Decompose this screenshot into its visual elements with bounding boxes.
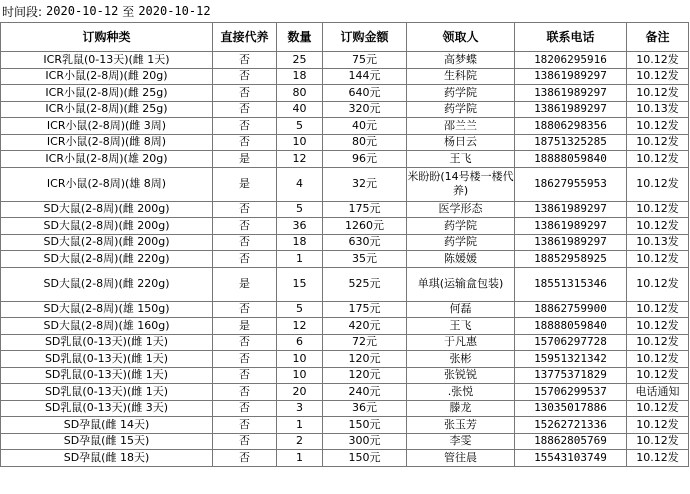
cell-item: SD乳鼠(0-13天)(雌 1天) <box>1 384 213 401</box>
table-row <box>1 351 689 368</box>
date-separator: 至 <box>122 4 135 19</box>
cell-qty: 12 <box>277 318 323 335</box>
cell-note: 10.12发 <box>627 400 689 417</box>
cell-item: SD大鼠(2-8周)(雌 200g) <box>1 234 213 251</box>
cell-phone: 18551315346 <box>515 267 627 301</box>
cell-phone: 18888059840 <box>515 318 627 335</box>
cell-item: SD孕鼠(雌 15天) <box>1 433 213 450</box>
cell-proxy: 否 <box>213 101 277 118</box>
cell-item: SD乳鼠(0-13天)(雌 3天) <box>1 400 213 417</box>
header-recipient: 领取人 <box>407 23 515 52</box>
cell-qty: 18 <box>277 234 323 251</box>
cell-proxy: 是 <box>213 318 277 335</box>
table-row <box>1 318 689 335</box>
cell-proxy: 否 <box>213 367 277 384</box>
cell-phone: 13861989297 <box>515 85 627 102</box>
cell-recipient: 药学院 <box>407 234 515 251</box>
cell-proxy: 否 <box>213 251 277 268</box>
cell-item: SD大鼠(2-8周)(雌 220g) <box>1 251 213 268</box>
table-row <box>1 267 689 301</box>
cell-phone: 18862759900 <box>515 301 627 318</box>
cell-proxy: 否 <box>213 450 277 467</box>
cell-phone: 13861989297 <box>515 101 627 118</box>
cell-item: SD大鼠(2-8周)(雌 200g) <box>1 218 213 235</box>
cell-qty: 1 <box>277 251 323 268</box>
cell-qty: 4 <box>277 167 323 201</box>
cell-item: SD孕鼠(雌 14天) <box>1 417 213 434</box>
cell-qty: 25 <box>277 52 323 69</box>
cell-phone: 13861989297 <box>515 68 627 85</box>
cell-item: ICR小鼠(2-8周)(雌 25g) <box>1 85 213 102</box>
cell-note: 10.12发 <box>627 251 689 268</box>
table-row <box>1 118 689 135</box>
cell-proxy: 是 <box>213 167 277 201</box>
table-row <box>1 101 689 118</box>
cell-amount: 420元 <box>323 318 407 335</box>
table-row <box>1 450 689 467</box>
cell-qty: 36 <box>277 218 323 235</box>
table-row <box>1 134 689 151</box>
cell-recipient: 何磊 <box>407 301 515 318</box>
cell-note: 10.12发 <box>627 433 689 450</box>
cell-note: 10.12发 <box>627 450 689 467</box>
table-row <box>1 334 689 351</box>
cell-proxy: 是 <box>213 151 277 168</box>
cell-recipient: 杨日云 <box>407 134 515 151</box>
cell-recipient: 单琪(运输盒包装) <box>407 267 515 301</box>
header-proxy: 直接代养 <box>213 23 277 52</box>
table-row <box>1 301 689 318</box>
cell-phone: 15706297728 <box>515 334 627 351</box>
cell-note: 10.12发 <box>627 301 689 318</box>
table-row <box>1 167 689 201</box>
table-row <box>1 52 689 69</box>
cell-qty: 80 <box>277 85 323 102</box>
cell-qty: 5 <box>277 118 323 135</box>
cell-proxy: 否 <box>213 201 277 218</box>
cell-qty: 10 <box>277 367 323 384</box>
cell-phone: 18888059840 <box>515 151 627 168</box>
table-row <box>1 251 689 268</box>
date-range-label: 时间段: <box>2 4 43 19</box>
header-item: 订购种类 <box>1 23 213 52</box>
cell-recipient: .张悦 <box>407 384 515 401</box>
cell-amount: 35元 <box>323 251 407 268</box>
end-date[interactable]: 2020-10-12 <box>138 4 211 18</box>
cell-item: SD大鼠(2-8周)(雄 150g) <box>1 301 213 318</box>
cell-qty: 18 <box>277 68 323 85</box>
cell-item: ICR小鼠(2-8周)(雄 20g) <box>1 151 213 168</box>
cell-item: SD乳鼠(0-13天)(雌 1天) <box>1 367 213 384</box>
cell-proxy: 否 <box>213 400 277 417</box>
table-row <box>1 417 689 434</box>
cell-recipient: 生科院 <box>407 68 515 85</box>
cell-phone: 18751325285 <box>515 134 627 151</box>
cell-item: SD大鼠(2-8周)(雌 220g) <box>1 267 213 301</box>
cell-phone: 13035017886 <box>515 400 627 417</box>
cell-item: SD大鼠(2-8周)(雌 200g) <box>1 201 213 218</box>
cell-phone: 18627955953 <box>515 167 627 201</box>
cell-phone: 13861989297 <box>515 218 627 235</box>
cell-proxy: 否 <box>213 52 277 69</box>
cell-recipient: 邵兰兰 <box>407 118 515 135</box>
cell-note: 10.12发 <box>627 201 689 218</box>
cell-amount: 80元 <box>323 134 407 151</box>
cell-note: 10.12发 <box>627 167 689 201</box>
cell-qty: 15 <box>277 267 323 301</box>
cell-proxy: 否 <box>213 134 277 151</box>
cell-amount: 120元 <box>323 367 407 384</box>
cell-recipient: 米盼盼(14号楼一楼代养) <box>407 167 515 201</box>
cell-recipient: 药学院 <box>407 218 515 235</box>
cell-recipient: 滕龙 <box>407 400 515 417</box>
cell-phone: 15543103749 <box>515 450 627 467</box>
table-row <box>1 151 689 168</box>
cell-qty: 5 <box>277 201 323 218</box>
cell-qty: 1 <box>277 417 323 434</box>
cell-recipient: 药学院 <box>407 101 515 118</box>
cell-item: SD大鼠(2-8周)(雄 160g) <box>1 318 213 335</box>
cell-amount: 525元 <box>323 267 407 301</box>
table-row <box>1 234 689 251</box>
cell-phone: 13861989297 <box>515 234 627 251</box>
table-row <box>1 367 689 384</box>
cell-note: 10.13发 <box>627 234 689 251</box>
table-header-row <box>1 23 689 52</box>
cell-proxy: 否 <box>213 417 277 434</box>
cell-item: SD乳鼠(0-13天)(雌 1天) <box>1 334 213 351</box>
cell-proxy: 否 <box>213 85 277 102</box>
cell-proxy: 否 <box>213 351 277 368</box>
cell-qty: 40 <box>277 101 323 118</box>
cell-proxy: 否 <box>213 334 277 351</box>
cell-item: ICR小鼠(2-8周)(雌 3周) <box>1 118 213 135</box>
cell-amount: 120元 <box>323 351 407 368</box>
cell-recipient: 李雯 <box>407 433 515 450</box>
cell-qty: 20 <box>277 384 323 401</box>
cell-note: 10.13发 <box>627 101 689 118</box>
cell-recipient: 王飞 <box>407 151 515 168</box>
cell-amount: 630元 <box>323 234 407 251</box>
cell-phone: 13775371829 <box>515 367 627 384</box>
cell-amount: 40元 <box>323 118 407 135</box>
cell-amount: 640元 <box>323 85 407 102</box>
cell-recipient: 张彬 <box>407 351 515 368</box>
table-row <box>1 68 689 85</box>
cell-qty: 3 <box>277 400 323 417</box>
table-row <box>1 400 689 417</box>
cell-proxy: 否 <box>213 68 277 85</box>
cell-note: 10.12发 <box>627 267 689 301</box>
cell-amount: 75元 <box>323 52 407 69</box>
cell-item: SD乳鼠(0-13天)(雌 1天) <box>1 351 213 368</box>
cell-recipient: 药学院 <box>407 85 515 102</box>
cell-recipient: 高梦蝶 <box>407 52 515 69</box>
cell-amount: 144元 <box>323 68 407 85</box>
header-note: 备注 <box>627 23 689 52</box>
cell-note: 10.12发 <box>627 334 689 351</box>
cell-item: SD孕鼠(雌 18天) <box>1 450 213 467</box>
start-date[interactable]: 2020-10-12 <box>46 4 119 18</box>
cell-note: 10.12发 <box>627 151 689 168</box>
cell-proxy: 是 <box>213 267 277 301</box>
cell-amount: 32元 <box>323 167 407 201</box>
cell-amount: 1260元 <box>323 218 407 235</box>
cell-amount: 175元 <box>323 301 407 318</box>
cell-item: ICR小鼠(2-8周)(雌 8周) <box>1 134 213 151</box>
table-row <box>1 201 689 218</box>
filter-bar <box>0 0 690 22</box>
cell-phone: 18806298356 <box>515 118 627 135</box>
cell-recipient: 张锐锐 <box>407 367 515 384</box>
cell-proxy: 否 <box>213 118 277 135</box>
cell-qty: 10 <box>277 134 323 151</box>
table-row <box>1 218 689 235</box>
cell-note: 10.12发 <box>627 118 689 135</box>
cell-item: ICR小鼠(2-8周)(雌 25g) <box>1 101 213 118</box>
cell-qty: 1 <box>277 450 323 467</box>
cell-amount: 96元 <box>323 151 407 168</box>
cell-phone: 15262721336 <box>515 417 627 434</box>
cell-note: 电话通知 <box>627 384 689 401</box>
cell-recipient: 王飞 <box>407 318 515 335</box>
table-body <box>1 52 689 467</box>
header-phone: 联系电话 <box>515 23 627 52</box>
cell-note: 10.12发 <box>627 351 689 368</box>
cell-qty: 6 <box>277 334 323 351</box>
cell-recipient: 管往晨 <box>407 450 515 467</box>
cell-proxy: 否 <box>213 301 277 318</box>
cell-proxy: 否 <box>213 384 277 401</box>
cell-amount: 175元 <box>323 201 407 218</box>
cell-item: ICR小鼠(2-8周)(雌 20g) <box>1 68 213 85</box>
header-amount: 订购金额 <box>323 23 407 52</box>
cell-qty: 5 <box>277 301 323 318</box>
cell-phone: 18862805769 <box>515 433 627 450</box>
cell-phone: 15951321342 <box>515 351 627 368</box>
cell-recipient: 于凡惠 <box>407 334 515 351</box>
cell-amount: 240元 <box>323 384 407 401</box>
cell-note: 10.12发 <box>627 52 689 69</box>
cell-amount: 72元 <box>323 334 407 351</box>
cell-recipient: 医学形态 <box>407 201 515 218</box>
cell-note: 10.12发 <box>627 367 689 384</box>
orders-table <box>0 22 689 467</box>
cell-qty: 2 <box>277 433 323 450</box>
cell-recipient: 陈媛媛 <box>407 251 515 268</box>
header-qty: 数量 <box>277 23 323 52</box>
cell-note: 10.12发 <box>627 85 689 102</box>
cell-note: 10.12发 <box>627 218 689 235</box>
cell-amount: 150元 <box>323 450 407 467</box>
cell-note: 10.12发 <box>627 318 689 335</box>
cell-item: ICR小鼠(2-8周)(雄 8周) <box>1 167 213 201</box>
cell-phone: 15706299537 <box>515 384 627 401</box>
cell-phone: 18206295916 <box>515 52 627 69</box>
cell-phone: 18852958925 <box>515 251 627 268</box>
cell-amount: 300元 <box>323 433 407 450</box>
cell-amount: 320元 <box>323 101 407 118</box>
cell-recipient: 张玉芳 <box>407 417 515 434</box>
cell-amount: 36元 <box>323 400 407 417</box>
cell-amount: 150元 <box>323 417 407 434</box>
cell-qty: 10 <box>277 351 323 368</box>
table-row <box>1 433 689 450</box>
cell-proxy: 否 <box>213 433 277 450</box>
cell-phone: 13861989297 <box>515 201 627 218</box>
cell-proxy: 否 <box>213 234 277 251</box>
table-row <box>1 384 689 401</box>
cell-note: 10.12发 <box>627 68 689 85</box>
cell-note: 10.12发 <box>627 134 689 151</box>
table-row <box>1 85 689 102</box>
cell-item: ICR乳鼠(0-13天)(雌 1天) <box>1 52 213 69</box>
cell-proxy: 否 <box>213 218 277 235</box>
cell-note: 10.12发 <box>627 417 689 434</box>
cell-qty: 12 <box>277 151 323 168</box>
